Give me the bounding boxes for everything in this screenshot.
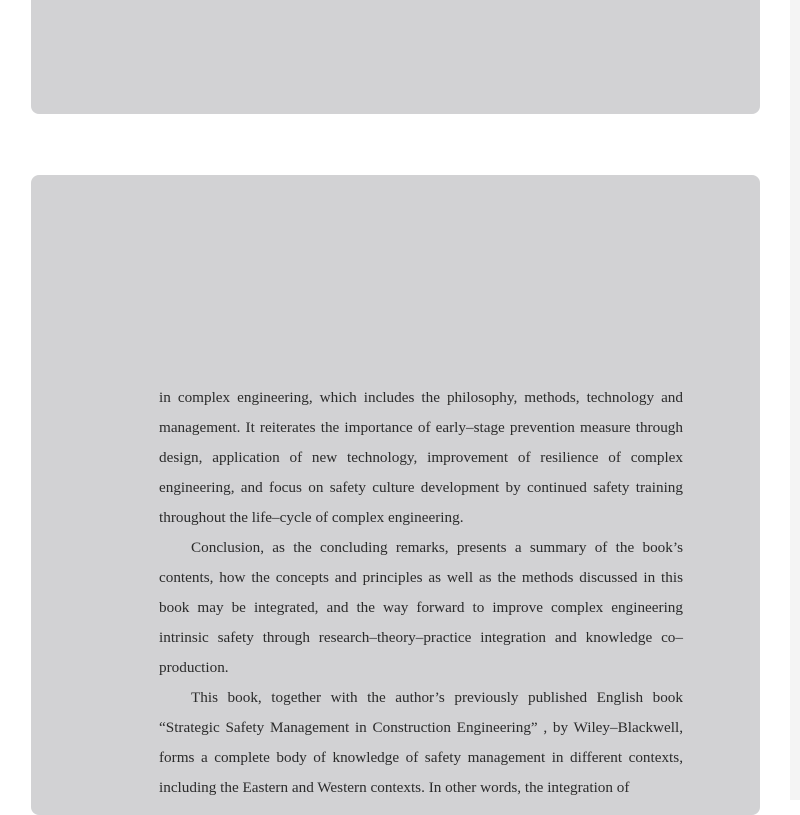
current-page	[31, 175, 760, 815]
previous-page	[31, 0, 760, 114]
page-body-text	[159, 383, 683, 803]
paragraph-1: in complex engineering, which includes the philosophy, methods, technology and management. It reiterates the importance of early–stage prevention measure through design, application of new technology, improvement of resilience of complex engineering, and focus on safety culture development by continued safety training throughout the life–cycle of complex engineering.	[159, 389, 683, 526]
paragraph-2: Conclusion, as the concluding remarks, presents a summary of the book’s contents, how the concepts and principles as well as the methods discussed in this book may be integrated, and the way forward to improve complex engineering intrinsic safety through research–theory–practice integration and knowledge co–production.	[159, 539, 683, 676]
paragraph-3: This book, together with the author’s previously published English book “Strategic Safety Management in Construction Engineering” , by Wiley–Blackwell, forms a complete body of knowledge of safety management in different contexts, including the Eastern and Western contexts. In other words, the integration of	[159, 689, 683, 796]
scrollbar-track[interactable]	[790, 0, 800, 800]
